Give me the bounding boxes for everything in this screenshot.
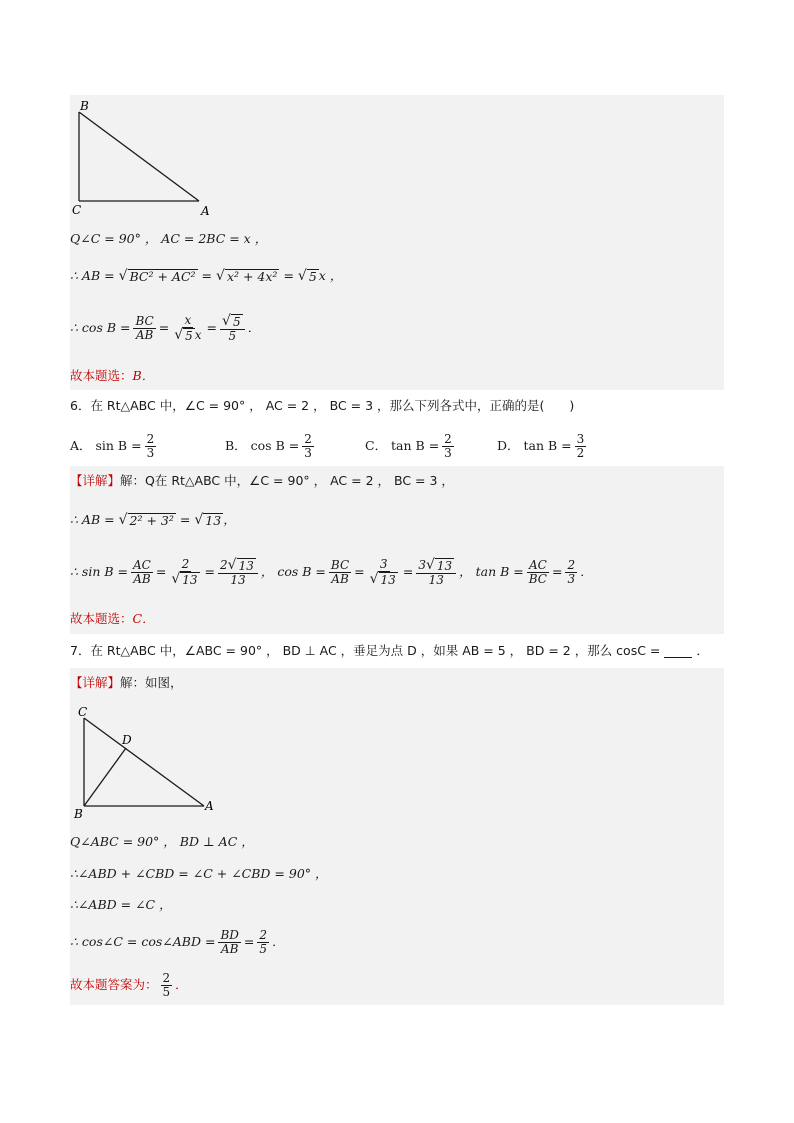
label-D: D (122, 733, 132, 747)
q7-solution-line-4: ∴∠ABD = ∠C ， (70, 897, 172, 912)
label-B: B (74, 807, 83, 821)
q6-option-c[interactable]: C． tan B = $\frac{2}{3}$ (365, 431, 452, 460)
triangle-figure-2 (70, 700, 230, 825)
q7-stem: 7．在 Rt△ABC 中，∠ABC = 90° ， BD ⊥ AC ，垂足为点 D ，如果 AB = 5 ， BD = 2 ，那么 cosC = ． (70, 643, 709, 658)
sol5-line-1: Q∠C = 90° ， AC = 2BC = x ， (70, 231, 268, 246)
label-C: C (72, 203, 82, 217)
q6-solution-line-1: 【详解】 解：Q在 Rt△ABC 中，∠C = 90° ， AC = 2 ， BC = 3 ， (70, 473, 454, 488)
q6-stem: 6．在 Rt△ABC 中，∠C = 90° ， AC = 2 ， BC = 3 ，那么下列各式中，正确的是( ) (70, 398, 575, 413)
triangle-figure-1 (70, 95, 230, 220)
label-C: C (78, 705, 88, 719)
q6-options (70, 430, 724, 462)
q7-solution-line-5: ∴ cos∠C = cos∠ABD = $\frac{BD}{AB}$ = $\frac{2}{5}$ ． (70, 927, 285, 956)
q6-answer: 故本题选： C． (70, 611, 155, 626)
sol5-answer: 故本题选： B． (70, 368, 155, 383)
label-A: A (205, 799, 214, 813)
q7-solution-line-3: ∴∠ABD + ∠CBD = ∠C + ∠CBD = 90° ， (70, 866, 328, 881)
q6-option-a[interactable]: A． sin B = $\frac{2}{3}$ (70, 431, 155, 460)
q7-solution-line-1: 【详解】 解：如图， (70, 675, 183, 690)
q7-solution-line-2: Q∠ABC = 90° ， BD ⊥ AC ， (70, 834, 254, 849)
sol5-line-3: ∴ cos B = $\frac{BC}{AB}$ = x √ 5 x = √ 5 5 ． (70, 312, 261, 343)
label-B: B (80, 99, 89, 113)
solution-6-block (70, 466, 724, 634)
q6-option-b[interactable]: B． cos B = $\frac{2}{3}$ (225, 431, 312, 460)
q6-solution-line-3: ∴ sin B = $\frac{AC}{AB}$ = 2 √ 13 = 2 √ 13 13 ， cos B = $\frac{BC}{AB}$ = 3 √ 13 = 3 √ 13 13 ， tan B = $\frac{AC}{BC}$ = $\frac{2}{3}$ ． (70, 556, 593, 587)
q6-solution-line-2: ∴ AB = √ 2² + 3² = √ 13 ， (70, 511, 236, 528)
label-A: A (201, 204, 210, 218)
q6-option-d[interactable]: D． tan B = $\frac{3}{2}$ (497, 431, 585, 460)
q7-answer-blank[interactable] (664, 645, 692, 658)
sol5-line-2: ∴ AB = √ BC² + AC² = √ x² + 4x² = √ 5 x ， (70, 267, 343, 284)
q7-answer: 故本题答案为： $\frac{2}{5}$ ． (70, 970, 188, 999)
